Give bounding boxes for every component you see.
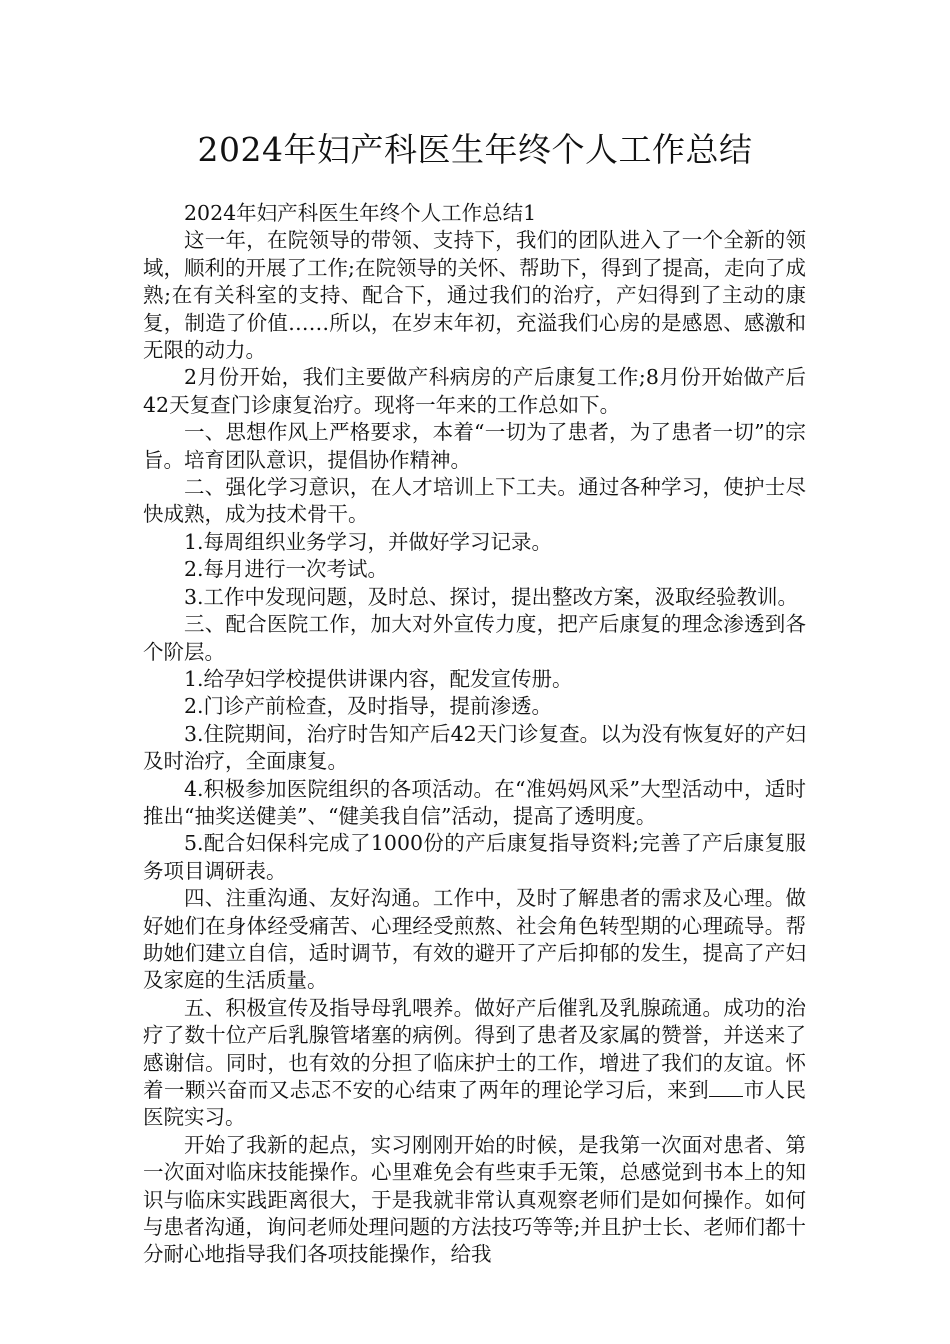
- paragraph: 2月份开始，我们主要做产科病房的产后康复工作;8月份开始做产后42天复查门诊康复治疗。现将一年来的工作总如下。: [143, 365, 806, 417]
- list-item: 4.积极参加医院组织的各项活动。在“准妈妈风采”大型活动中，适时推出“抽奖送健美”、“健美我自信”活动，提高了透明度。: [143, 776, 806, 828]
- list-item: 3.住院期间，治疗时告知产后42天门诊复查。以为没有恢复好的产妇及时治疗，全面康复。: [143, 721, 806, 774]
- list-item: 3.工作中发现问题，及时总、探讨，提出整改方案，汲取经验教训。: [184, 584, 799, 609]
- paragraph-text: 五、积极宣传及指导母乳喂养。做好产后催乳及乳腺疏通。成功的治疗了数十位产后乳腺管堵塞的病例。得到了患者及家属的赞誉，并送来了感谢信。同时，也有效的分担了临床护士的工作，增进了我们的友谊。怀着一颗兴奋而又忐忑不安的心结束了两年的理论学习后，来到: [143, 995, 806, 1102]
- paragraph: 开始了我新的起点，实习刚刚开始的时候，是我第一次面对患者、第一次面对临床技能操作。心里难免会有些束手无策，总感觉到书本上的知识与临床实践距离很大，于是我就非常认真观察老师们是如何操作。如何与患者沟通，询问老师处理问题的方法技巧等等;并且护士长、老师们都十分耐心地指导我们各项技能操作，给我: [143, 1132, 806, 1267]
- paragraph: 三、配合医院工作，加大对外宣传力度，把产后康复的理念渗透到各个阶层。: [143, 612, 806, 664]
- paragraph: 二、强化学习意识，在人才培训上下工夫。通过各种学习，使护士尽快成熟，成为技术骨干。: [143, 475, 806, 527]
- paragraph-text: 市人民医院实习。: [143, 1078, 807, 1130]
- list-item: 1.给孕妇学校提供讲课内容，配发宣传册。: [184, 666, 573, 691]
- document-title: 2024年妇产科医生年终个人工作总结: [197, 130, 753, 169]
- document-body: [143, 200, 806, 1269]
- list-item: 1.每周组织业务学习，并做好学习记录。: [184, 529, 553, 554]
- paragraph: 四、注重沟通、友好沟通。工作中，及时了解患者的需求及心理。做好她们在身体经受痛苦、心理经受煎熬、社会角色转型期的心理疏导。帮助她们建立自信，适时调节，有效的避开了产后抑郁的发生，提高了产妇及家庭的生活质量。: [143, 886, 806, 993]
- paragraph: 这一年，在院领导的带领、支持下，我们的团队进入了一个全新的领域，顺利的开展了工作;在院领导的关怀、帮助下，得到了提高，走向了成熟;在有关科室的支持、配合下，通过我们的治疗，产妇得到了主动的康复，制造了价值……所以，在岁末年初，充溢我们心房的是感恩、感激和无限的动力。: [143, 228, 806, 363]
- paragraph: [143, 995, 806, 1132]
- list-item: 2.门诊产前检查，及时指导，提前渗透。: [184, 694, 553, 719]
- list-item: 2.每月进行一次考试。: [184, 557, 389, 582]
- list-item: 5.配合妇保科完成了1000份的产后康复指导资料;完善了产后康复服务项目调研表。: [143, 831, 806, 883]
- blank-underline: [709, 1078, 743, 1097]
- section-heading: 2024年妇产科医生年终个人工作总结1: [184, 201, 537, 225]
- paragraph: 一、思想作风上严格要求，本着“一切为了患者，为了患者一切”的宗旨。培育团队意识，提倡协作精神。: [143, 420, 806, 472]
